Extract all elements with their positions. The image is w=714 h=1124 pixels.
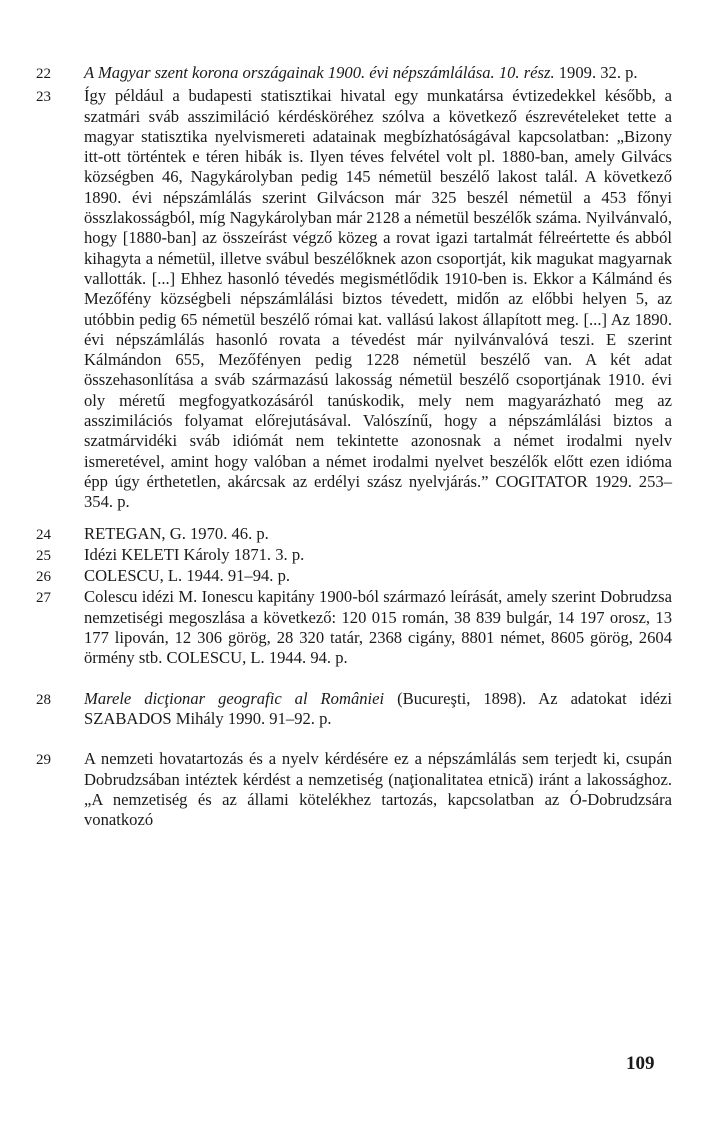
endnote-number: 23 <box>36 89 51 106</box>
endnote-text <box>84 689 672 730</box>
endnote-number: 26 <box>36 569 51 586</box>
endnote-24 <box>36 524 672 545</box>
citation-detail: 1909. 32. p. <box>554 63 638 82</box>
endnote-number: 29 <box>36 752 51 769</box>
note-paragraph: Colescu idézi M. Ionescu kapitány 1900-ból származó leírását, amely szerint Dobrudzsa nemzetiségi megoszlása a következő: 120 015 román, 38 839 bulgár, 14 197 orosz, 13 177 lipován, 12 306 görög, 28 320 tatár, 2368 cigány, 8801 német, 8605 görög, 2604 örmény stb. COLESCU, L. 1944. 94. p. <box>84 587 672 668</box>
endnote-number: 27 <box>36 590 51 607</box>
citation-detail: (Bucureşti, 1898). Az adatokat idézi SZABADOS Mihály 1990. 91–92. p. <box>84 688 672 728</box>
endnote-22 <box>36 63 672 84</box>
endnote-23 <box>36 86 672 512</box>
endnote-26 <box>36 566 672 587</box>
endnote-number: 24 <box>36 526 51 543</box>
endnote-number: 25 <box>36 547 51 564</box>
endnotes-list <box>36 63 672 830</box>
endnote-text <box>84 587 672 668</box>
citation-detail: RETEGAN, G. 1970. 46. p. <box>84 523 269 543</box>
endnote-text <box>84 86 672 512</box>
citation-detail: COLESCU, L. 1944. 91–94. p. <box>84 566 291 586</box>
note-paragraph: A nemzeti hovatartozás és a nyelv kérdésére ez a népszámlálás sem terjedt ki, csupán Dobrudzsában intéztek kérdést a nemzetiség (naţionalitatea etnică) iránt a lakossághoz. „A nemzetiség és az állami kötelékhez tartozás, kapcsolatban az Ó-Dobrudzsára vonatkozó <box>84 749 672 830</box>
endnote-text <box>84 749 672 830</box>
page-number: 109 <box>626 1053 655 1074</box>
citation-title: Marele dicţionar geografic al României <box>84 688 385 708</box>
citation-title: A Magyar szent korona országainak 1900. évi népszámlálása. 10. rész. <box>84 63 555 82</box>
endnote-25 <box>36 545 672 566</box>
endnote-text <box>84 63 672 83</box>
endnote-text <box>84 545 672 565</box>
endnote-29 <box>36 749 672 830</box>
endnote-27 <box>36 587 672 668</box>
endnote-number: 28 <box>36 691 51 708</box>
endnote-number: 22 <box>36 66 51 82</box>
quotation-paragraph: Így például a budapesti statisztikai hivatal egy munkatársa évtizedekkel később, a szatmári sváb asszimiláció kérdésköréhez szólva a következő észrevételeket tette a magyar statisztika nyelvismereti adatainak megbízhatóságával kapcsolatban: „Bizony itt-ott történtek e téren hibák is. Ilyen téves felvétel volt pl. 1880-ban, amely Gilvács községben 46, Nagykárolyban pedig 145 németül beszélő lakost talál. A következő 1890. évi népszámlálás szerint Gilvácson már 325 beszél németül a 453 főnyi összlakosságból, míg Nagykárolyban már 2128 a németül beszélők száma. Nyilvánvaló, hogy [1880-ban] az összeírást végző közeg a rovat igazi tartalmát félreértette és abból kihagyta a németül, illetve svábul beszélőknek azon csoportját, kik magukat magyarnak vallották. [...] Ehhez hasonló tévedés megismétlődik 1910-ben is. Ekkor a Kálmánd és Mezőfény községbeli népszámlálási biztos tévedett, midőn az előbbi helyen 5, az utóbbin pedig 65 németül beszélő római kat. vallású lakost állapított meg. [...] Az 1890. évi népszámlálás hasonló rovata a tévedést már nyilvánvalóvá teszi. E szerint Kálmándon 655, Mezőfényen pedig 1228 németül beszélő van. A két adat összehasonlítása a sváb származású lakosság németül beszélő csoportjának 1910. évi oly méretű megfogyatkozásáról tanúskodik, mely nem magyarázható meg az asszimilációs folyamat előrejutásával. Valószínű, hogy a népszámlálási biztos a szatmárvidéki sváb idiómát nem tekintette azonosnak a német irodalmi nyelv ismeretével, amint hogy valóban a német irodalmi nyelvet beszélők előtt ezen idióma épp úgy érthetetlen, akárcsak az erdélyi szász nyelvjárás.” COGITATOR 1929. 253–354. p. <box>84 86 672 512</box>
citation-detail: Idézi KELETI Károly 1871. 3. p. <box>84 544 305 564</box>
endnote-28 <box>36 689 672 730</box>
endnote-text <box>84 524 672 544</box>
endnote-text <box>84 566 672 586</box>
